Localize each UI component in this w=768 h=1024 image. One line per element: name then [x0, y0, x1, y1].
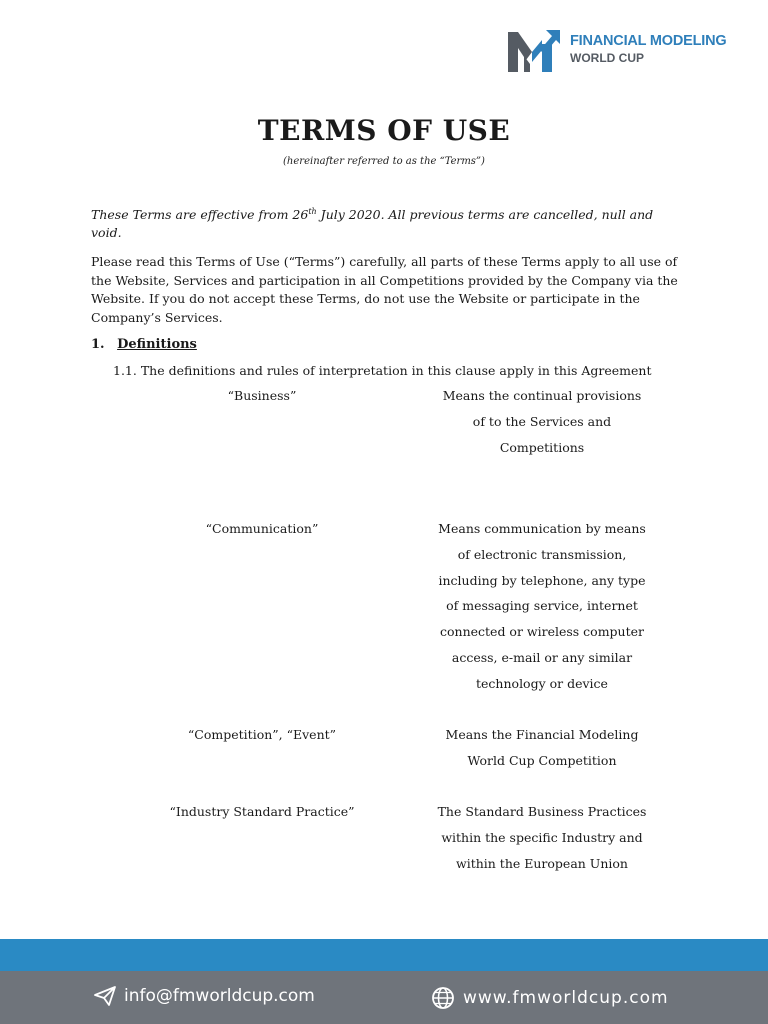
definition-text: [422, 799, 662, 876]
definition-term: “Industry Standard Practice”: [169, 804, 355, 819]
definition-line: of to the Services and: [472, 413, 612, 429]
footer-website: [431, 986, 669, 1010]
definition-line: of electronic transmission,: [457, 546, 627, 562]
definition-line: Means the continual provisions: [442, 388, 642, 403]
effective-text-before: These Terms are effective from 26: [91, 207, 309, 222]
definition-term: “Competition”, “Event”: [187, 727, 337, 742]
footer-website-text: www.fmworldcup.com: [463, 988, 669, 1008]
definition-line: connected or wireless computer: [440, 624, 644, 640]
document-subtitle: (hereinafter referred to as the “Terms”): [283, 156, 485, 167]
definition-text: [422, 516, 662, 697]
definition-text: [422, 722, 662, 774]
footer-email: [94, 986, 315, 1006]
section-heading-definitions: [91, 337, 197, 352]
definition-line: within the European Union: [456, 855, 628, 871]
section-title: Definitions: [117, 337, 197, 352]
definition-term: “Business”: [227, 388, 297, 403]
logo-line-1: FINANCIAL MODELING: [570, 33, 727, 49]
effective-date-note: [91, 206, 671, 242]
section-number: 1.: [91, 337, 105, 352]
logo-wordmark: [570, 33, 726, 67]
intro-paragraph: Please read this Terms of Use (“Terms”) carefully, all parts of these Terms apply to all use of the Website, Services and participation in all Competitions provided by the Company via the Website. If you do not accept these Terms, do not use the Website or participate in the Company’s Services.: [91, 254, 678, 325]
footer-email-text: info@fmworldcup.com: [124, 986, 315, 1006]
definition-line: Means communication by means: [438, 521, 646, 536]
definition-text: [422, 383, 662, 460]
globe-icon: [431, 986, 455, 1010]
effective-text-after: July 2020. All previous terms are cancelled, null and void.: [91, 207, 654, 240]
definition-line: Competitions: [499, 439, 585, 455]
footer-accent-band: [0, 939, 768, 971]
definition-line: access, e-mail or any similar: [451, 649, 633, 665]
definition-line: World Cup Competition: [467, 752, 617, 768]
definition-line: within the specific Industry and: [441, 829, 643, 845]
company-logo: [506, 26, 736, 76]
clause-1-1: 1.1. The definitions and rules of interpretation in this clause apply in this Agreement: [113, 363, 652, 378]
definition-line: Means the Financial Modeling: [445, 727, 639, 742]
paper-plane-icon: [94, 986, 116, 1006]
definition-line: The Standard Business Practices: [437, 804, 647, 819]
effective-date-suffix: th: [308, 206, 317, 216]
fm-logo-icon: [506, 26, 562, 76]
definition-line: technology or device: [476, 675, 608, 691]
definition-line: including by telephone, any type: [438, 572, 646, 588]
page-footer: [0, 971, 768, 1024]
definition-term: “Communication”: [205, 521, 319, 536]
logo-line-2: WORLD CUP: [570, 51, 644, 65]
document-title: TERMS OF USE: [257, 114, 511, 147]
definition-line: of messaging service, internet: [446, 598, 638, 614]
